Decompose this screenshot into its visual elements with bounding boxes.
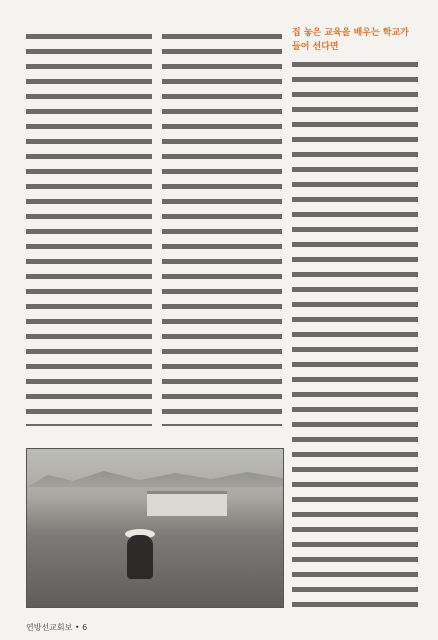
body-column-1 [26, 34, 152, 426]
body-column-3 [292, 26, 418, 610]
body-column-2 [162, 34, 282, 426]
field-photo [26, 448, 284, 608]
person-icon [127, 535, 153, 579]
body-text-lines [162, 34, 282, 426]
mountain-ridge-icon [27, 467, 283, 487]
column-header: 집 놓은 교육을 배우는 학교가 들어 선다면 [292, 28, 409, 52]
body-text-lines [292, 62, 418, 610]
farm-building-icon [147, 491, 227, 516]
body-text-lines [26, 34, 152, 426]
page-folio: 연방선교회보 • 6 [26, 623, 88, 632]
